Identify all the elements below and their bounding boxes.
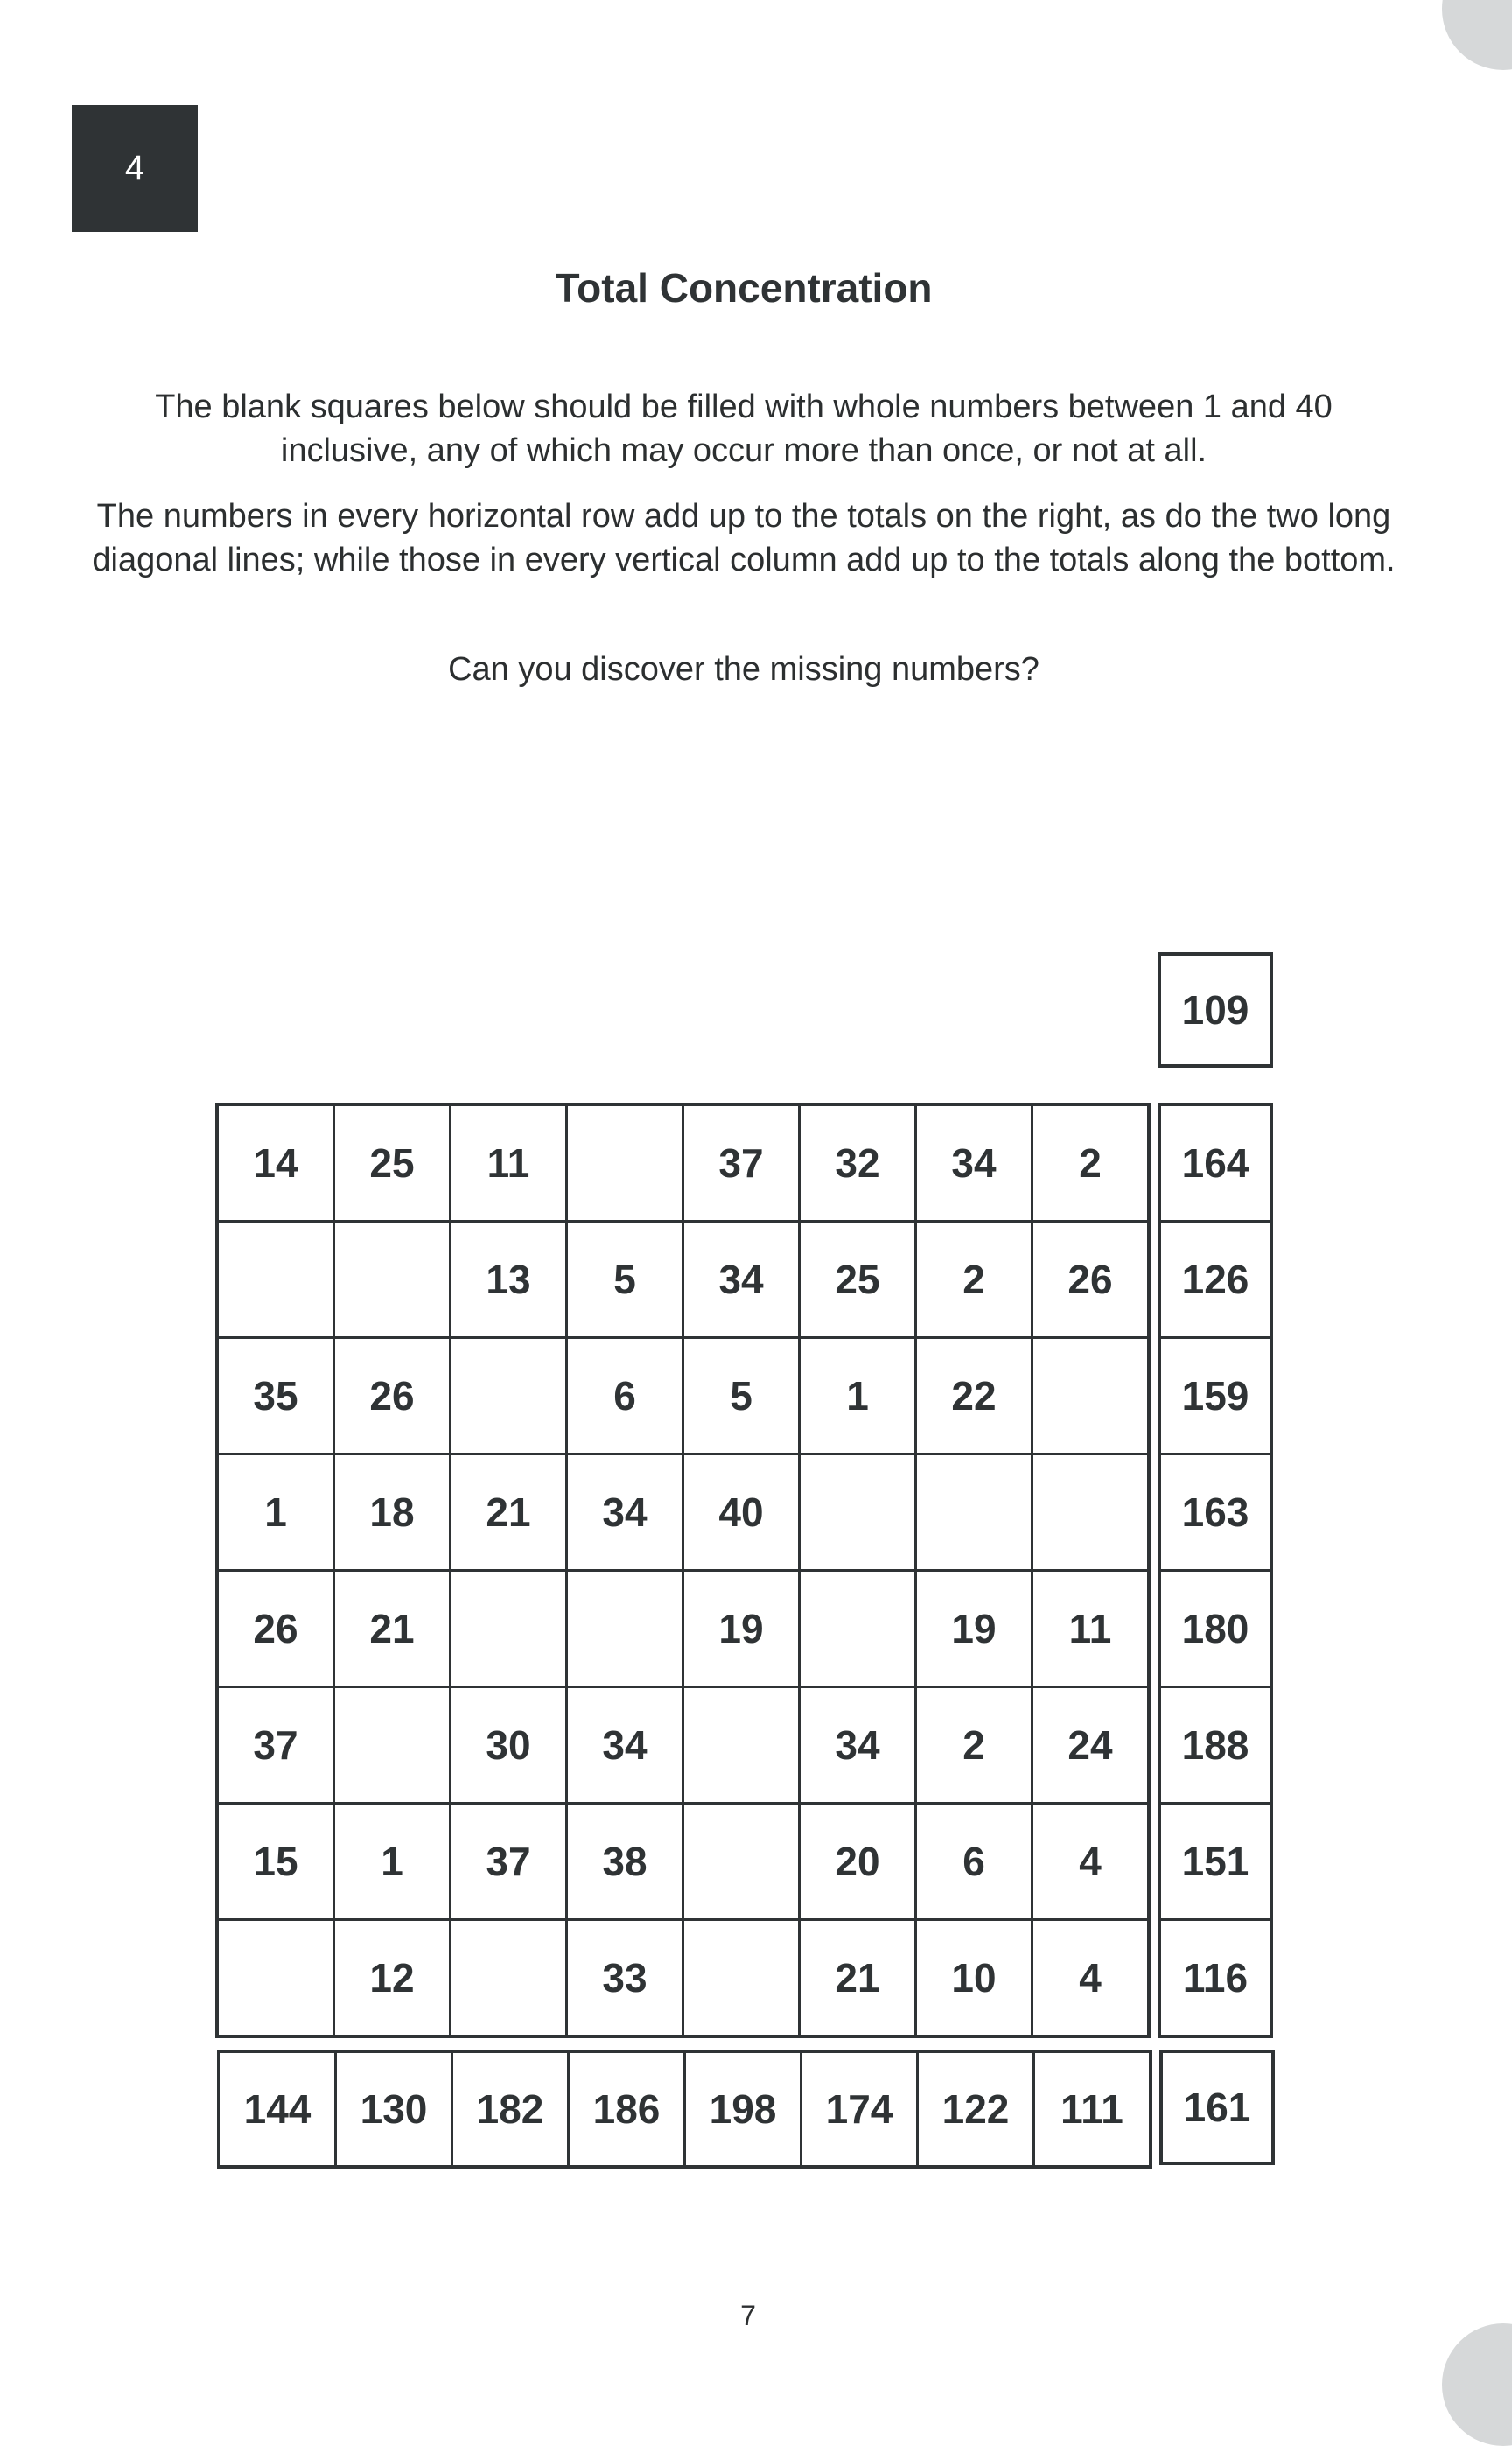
instruction-paragraph: The blank squares below should be filled with whole numbers between 1 and 40 inclusive, any of which may occur more than once, or not at all. (155, 389, 1333, 469)
page-corner-shadow (1442, 0, 1512, 70)
page-number: 7 (740, 2300, 756, 2331)
grid-row (217, 1338, 1149, 1454)
puzzle-number-badge (72, 105, 198, 232)
instruction-paragraph: The numbers in every horizontal row add up to the totals on the right, as do the two long diagonal lines; while those in every vertical column add up to the totals along the bottom. (92, 498, 1396, 578)
column-total: 186 (569, 2051, 685, 2167)
grid-cell: 34 (916, 1104, 1032, 1222)
grid-row (217, 1454, 1149, 1571)
grid-cell: 19 (683, 1571, 800, 1687)
grid-cell-blank[interactable] (451, 1571, 567, 1687)
row-total: 159 (1159, 1338, 1271, 1454)
row-total: 188 (1159, 1687, 1271, 1804)
instruction-question: Can you discover the missing numbers? (448, 651, 1040, 688)
grid-cell: 4 (1032, 1920, 1150, 2037)
row-total: 164 (1159, 1104, 1271, 1222)
grid-cell: 19 (916, 1571, 1032, 1687)
grid-cell: 34 (567, 1454, 683, 1571)
grid-cell: 11 (1032, 1571, 1150, 1687)
row-totals-column (1158, 1103, 1273, 2038)
grid-cell: 1 (334, 1804, 451, 1920)
grid-cell: 34 (567, 1687, 683, 1804)
grid-cell: 12 (334, 1920, 451, 2037)
grid-cell: 1 (800, 1338, 916, 1454)
grid-cell-blank[interactable] (683, 1687, 800, 1804)
grid-cell: 2 (1032, 1104, 1150, 1222)
grid-cell: 34 (683, 1222, 800, 1338)
grid-cell-blank[interactable] (217, 1920, 334, 2037)
grid-cell: 24 (1032, 1687, 1150, 1804)
grid-row (217, 1104, 1149, 1222)
column-total: 111 (1034, 2051, 1152, 2167)
grid-cell-blank[interactable] (451, 1338, 567, 1454)
grid-cell-blank[interactable] (217, 1222, 334, 1338)
page-title: Total Concentration (555, 265, 933, 311)
grid-cell-blank[interactable] (800, 1454, 916, 1571)
grid-row (217, 1920, 1149, 2037)
row-total: 116 (1159, 1920, 1271, 2037)
row-total: 151 (1159, 1804, 1271, 1920)
grid-cell: 37 (217, 1687, 334, 1804)
grid-cell: 40 (683, 1454, 800, 1571)
grid-cell-blank[interactable] (683, 1804, 800, 1920)
grid-cell: 25 (800, 1222, 916, 1338)
grid-cell: 26 (334, 1338, 451, 1454)
grid-cell: 21 (334, 1571, 451, 1687)
column-total: 174 (802, 2051, 918, 2167)
grid-cell-blank[interactable] (683, 1920, 800, 2037)
row-total: 180 (1159, 1571, 1271, 1687)
grid-cell: 15 (217, 1804, 334, 1920)
grid-cell-blank[interactable] (800, 1571, 916, 1687)
grid-cell: 2 (916, 1687, 1032, 1804)
grid-cell: 26 (1032, 1222, 1150, 1338)
grid-cell: 11 (451, 1104, 567, 1222)
grid-cell: 1 (217, 1454, 334, 1571)
grid-row (217, 1571, 1149, 1687)
grid-cell: 37 (683, 1104, 800, 1222)
grid-cell-blank[interactable] (567, 1104, 683, 1222)
grid-cell: 30 (451, 1687, 567, 1804)
grid-cell: 25 (334, 1104, 451, 1222)
grid-cell-blank[interactable] (1032, 1338, 1150, 1454)
grid-row (217, 1804, 1149, 1920)
grid-cell: 5 (683, 1338, 800, 1454)
grid-cell-blank[interactable] (567, 1571, 683, 1687)
diagonal-total-top: 109 (1158, 952, 1273, 1068)
page-corner-shadow (1442, 2323, 1512, 2446)
grid-cell: 32 (800, 1104, 916, 1222)
grid-cell-blank[interactable] (1032, 1454, 1150, 1571)
grid-cell: 38 (567, 1804, 683, 1920)
column-total: 182 (452, 2051, 569, 2167)
grid-cell: 35 (217, 1338, 334, 1454)
column-total: 198 (685, 2051, 802, 2167)
grid-cell-blank[interactable] (334, 1687, 451, 1804)
grid-cell: 22 (916, 1338, 1032, 1454)
grid-cell-blank[interactable] (451, 1920, 567, 2037)
column-total: 144 (219, 2051, 336, 2167)
grid-cell: 14 (217, 1104, 334, 1222)
grid-cell-blank[interactable] (916, 1454, 1032, 1571)
puzzle-number: 4 (124, 149, 145, 187)
puzzle-grid (215, 1103, 1151, 2038)
grid-row (217, 1222, 1149, 1338)
column-total: 130 (336, 2051, 452, 2167)
grid-cell: 10 (916, 1920, 1032, 2037)
grid-cell: 34 (800, 1687, 916, 1804)
grid-cell: 4 (1032, 1804, 1150, 1920)
column-total: 122 (918, 2051, 1034, 2167)
grid-cell-blank[interactable] (334, 1222, 451, 1338)
row-total: 163 (1159, 1454, 1271, 1571)
grid-cell: 37 (451, 1804, 567, 1920)
grid-cell: 20 (800, 1804, 916, 1920)
grid-cell: 6 (916, 1804, 1032, 1920)
grid-cell: 2 (916, 1222, 1032, 1338)
grid-row (217, 1687, 1149, 1804)
column-totals-row (217, 2050, 1152, 2169)
grid-cell: 6 (567, 1338, 683, 1454)
grid-cell: 18 (334, 1454, 451, 1571)
grid-cell: 13 (451, 1222, 567, 1338)
grid-cell: 33 (567, 1920, 683, 2037)
row-total: 126 (1159, 1222, 1271, 1338)
grid-cell: 21 (800, 1920, 916, 2037)
diagonal-total-bottom: 161 (1159, 2050, 1275, 2165)
grid-cell: 5 (567, 1222, 683, 1338)
grid-cell: 21 (451, 1454, 567, 1571)
grid-cell: 26 (217, 1571, 334, 1687)
